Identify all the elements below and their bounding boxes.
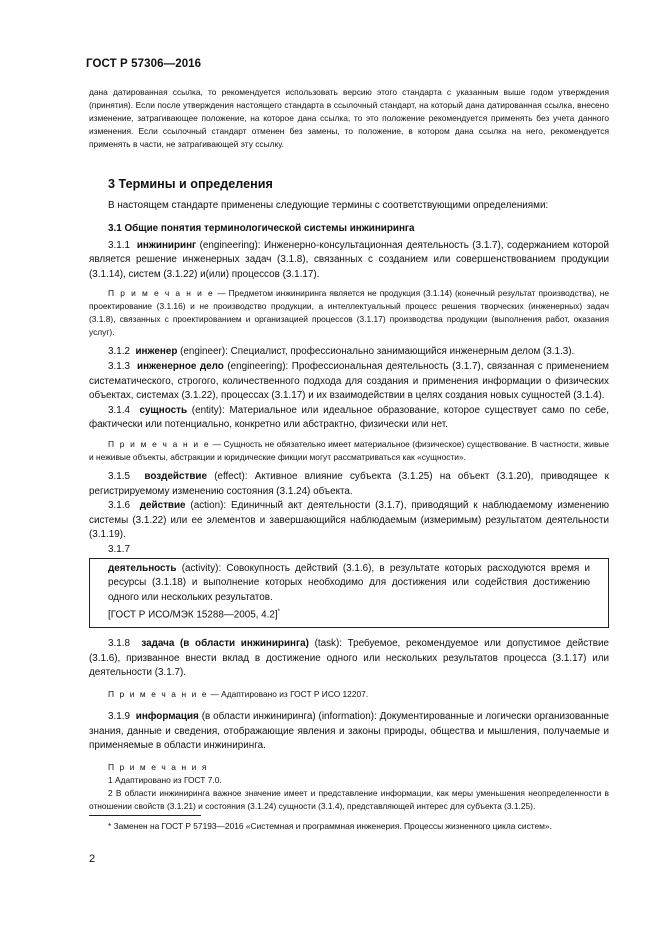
term-number: 3.1.2: [108, 346, 130, 358]
note-text: — Предметом инжиниринга является не продукция (3.1.14) (конечный результат производства), не проектирование (3.1.16) и не производство продукции, а интеллектуальный процесс решения творческих (инженерных) задач (3.1.8), связанных с проектированием и организацией процессов (3.1.17) производства продукции (выполнения работ, оказания услуг).: [89, 288, 609, 338]
term-3-1-1: [89, 239, 609, 283]
note-label: П р и м е ч а н и е: [108, 288, 215, 299]
term-name: воздействие: [144, 470, 207, 482]
note-3-1-1: [89, 287, 609, 339]
note-3-1-8: [89, 688, 609, 701]
term-3-1-5: [89, 470, 609, 499]
note-label: П р и м е ч а н и е: [108, 688, 209, 699]
term-definition: (engineer): Специалист, профессионально занимающийся инженерным делом (3.1.3).: [177, 346, 575, 358]
notes-label: П р и м е ч а н и я: [108, 761, 208, 772]
term-definition: (task): Требуемое, рекомендуемое или допустимое действие (3.1.6), призванное внести вклад в достижение одного или нескольких результатов процесса (3.1.17) или деятельности (3.1.7).: [89, 638, 609, 679]
document-body: [89, 86, 609, 813]
term-name: действие: [139, 500, 186, 512]
term-number: 3.1.9: [108, 710, 130, 722]
term-name: деятельность: [108, 562, 177, 574]
term-number: 3.1.4: [108, 404, 130, 416]
term-definition: (activity): Совокупность действий (3.1.6), в результате которых расходуются время и ресурсы (3.1.18) и выполнение которых необходимо для достижения или содействия достижению одного или нескольких результатов.: [108, 562, 590, 603]
term-definition: (entity): Материальное или идеальное образование, которое существует само по себе, фактически или потенциально, конкретно или абстрактно, физически или нет.: [89, 404, 609, 431]
note-3-1-9-item-1: 1 Адаптировано из ГОСТ 7.0.: [108, 774, 222, 785]
term-number: 3.1.8: [108, 638, 130, 650]
term-3-1-3: [89, 360, 609, 404]
term-name: сущность: [139, 404, 188, 416]
note-text: — Адаптировано из ГОСТ Р ИСО 12207.: [208, 688, 369, 699]
term-name: инженерное дело: [137, 360, 224, 372]
term-definition: (engineering): Инженерно-консультационная деятельность (3.1.7), содержанием которой является решение инженерных задач (3.1.8), связанных с созданием или совершенствованием продукции (3.1.14), систем (3.1.22) и(или) процессов (3.1.17).: [89, 239, 609, 280]
term-definition: (в области инжиниринга) (information): Документированные и логически организованные знания, данные и сведения, отображающие явления и законы природы, общества и мышления, получаемые и применяемые в области инжиниринга.: [89, 710, 609, 752]
section-title: 3 Термины и определения: [108, 177, 273, 191]
term-3-1-6: [89, 499, 609, 543]
section-lead: В настоящем стандарте применены следующие термины с соответствующими определениями:: [108, 200, 549, 211]
term-number: 3.1.3: [108, 360, 130, 372]
page-number: 2: [89, 853, 96, 865]
footnote: * Заменен на ГОСТ Р 57193—2016 «Системная и программная инженерия. Процессы жизненного цикла систем».: [108, 821, 552, 831]
term-definition: (effect): Активное влияние субъекта (3.1.25) на объект (3.1.20), приводящее к регистрируемому изменению состояния (3.1.24) объекта.: [89, 470, 609, 497]
term-name: инженер: [135, 346, 178, 358]
term-3-1-7-box: [89, 558, 609, 629]
subsection-title: 3.1 Общие понятия терминологической системы инжиниринга: [108, 222, 415, 234]
intro-paragraph: дана датированная ссылка, то рекомендуется использовать версию этого стандарта с указанным выше годом утверждения (принятия). Если после утверждения настоящего стандарта в ссылочный стандарт, на который дана датированная ссылка, внесено изменение, затрагивающее положение, на которое дана ссылка, то это положение рекомендуется применять без учета данного изменения. Если ссылочный стандарт отменен без замены, то положение, в котором дана ссылка на него, рекомендуется применять в части, не затрагивающей эту ссылку.: [89, 87, 609, 149]
term-source: [108, 605, 590, 623]
term-3-1-9: [89, 710, 609, 754]
term-source-ref: [ГОСТ Р ИСО/МЭК 15288—2005, 4.2]: [108, 609, 278, 621]
term-definition: (action): Единичный акт деятельности (3.1.7), приводящий к наблюдаемому изменению системы (3.1.22) или ее элементов и завершающийся наблюдаемым (измеримым) результатом деятельности (3.1.19).: [89, 500, 609, 541]
term-3-1-2: [89, 345, 609, 360]
note-label: П р и м е ч а н и е: [108, 438, 211, 449]
term-number: 3.1.5: [108, 470, 130, 482]
term-number: 3.1.1: [108, 239, 130, 251]
note-3-1-9-item-2: 2 В области инжиниринга важное значение имеет и представление информации, как меры уменьшения неопределенности в отношении свойств (3.1.21) и состояния (3.1.24) сущности (3.1.4), представляющей интерес для субъекта (3.1.25).: [89, 787, 609, 811]
note-text: — Сущность не обязательно имеет материальное (физическое) существование. В частности, живые и неживые объекты, абстракции и юридические фикции могут рассматриваться как «сущности».: [89, 438, 609, 462]
footnote-divider: [89, 815, 201, 816]
term-3-1-4: [89, 404, 609, 433]
page-header: ГОСТ Р 57306—2016: [86, 58, 202, 70]
term-3-1-8: [89, 637, 609, 681]
term-name: инжиниринг: [136, 239, 197, 251]
footnote-mark: *: [277, 609, 280, 616]
term-name: задача (в области инжиниринга): [141, 638, 309, 650]
term-name: информация: [135, 710, 199, 722]
term-3-1-7: [108, 562, 590, 606]
note-3-1-4: [89, 438, 609, 464]
term-number: 3.1.6: [108, 500, 130, 512]
term-3-1-7-number: 3.1.7: [108, 543, 130, 555]
term-definition: (engineering): Профессиональная деятельность (3.1.7), связанная с применением систематического, строгого, количественного подхода для создания и применения информации о физических объектах, системах (3.1.22), процессах (3.1.17) и их взаимодействии в целях создания новых сущностей (3.1.4).: [89, 360, 609, 402]
